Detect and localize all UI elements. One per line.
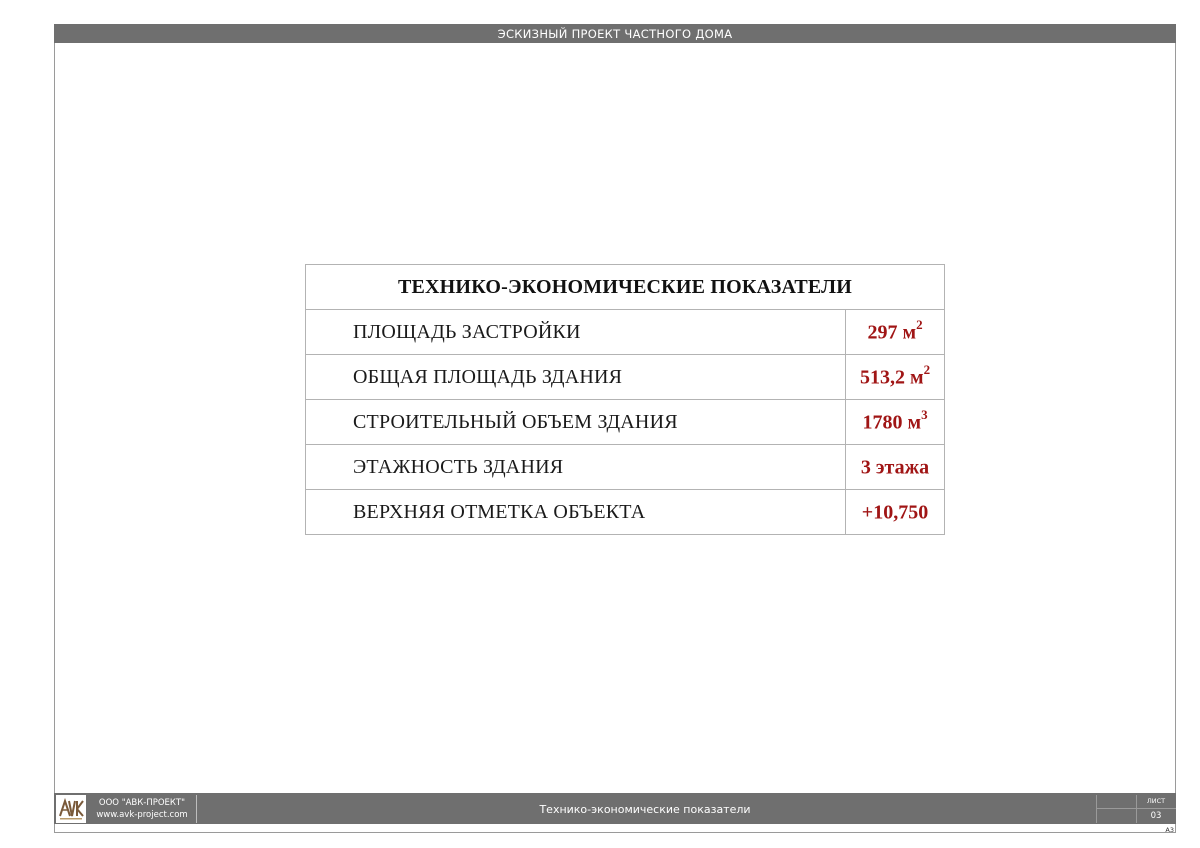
table-row bbox=[306, 400, 945, 445]
indicator-label: СТРОИТЕЛЬНЫЙ ОБЪЕМ ЗДАНИЯ bbox=[306, 400, 846, 445]
paper-format: А3 bbox=[1165, 826, 1174, 834]
table-row bbox=[306, 490, 945, 535]
company-name: ООО "АВК-ПРОЕКТ" bbox=[98, 798, 186, 808]
company-info bbox=[88, 795, 197, 823]
table-title-row bbox=[306, 265, 945, 310]
table-row bbox=[306, 355, 945, 400]
technical-indicators-table bbox=[305, 264, 945, 535]
indicator-value: 513,2 $м^2$ bbox=[846, 355, 945, 400]
stamp-cell bbox=[1096, 795, 1137, 823]
indicator-label: ПЛОЩАДЬ ЗАСТРОЙКИ bbox=[306, 310, 846, 355]
indicator-value: 1780 $м^3$ bbox=[846, 400, 945, 445]
indicator-label: ЭТАЖНОСТЬ ЗДАНИЯ bbox=[306, 445, 846, 490]
indicator-label: ВЕРХНЯЯ ОТМЕТКА ОБЪЕКТА bbox=[306, 490, 846, 535]
sheet-label: ЛИСТ bbox=[1146, 797, 1166, 805]
indicator-value: 3 этажа bbox=[846, 445, 945, 490]
sheet-number: 03 bbox=[1150, 811, 1162, 821]
drawing-title: Технико-экономические показатели bbox=[539, 802, 751, 816]
indicator-value: +10,750 bbox=[846, 490, 945, 535]
table-title: ТЕХНИКО-ЭКОНОМИЧЕСКИЕ ПОКАЗАТЕЛИ bbox=[306, 265, 945, 310]
company-logo bbox=[56, 795, 86, 823]
header-bar bbox=[54, 24, 1176, 43]
table-row bbox=[306, 310, 945, 355]
avk-logo-icon bbox=[58, 797, 84, 821]
unit-power: 2 bbox=[916, 317, 923, 333]
unit-power: 3 bbox=[921, 407, 928, 423]
indicator-value: 297 $м^2$ bbox=[846, 310, 945, 355]
indicator-label: ОБЩАЯ ПЛОЩАДЬ ЗДАНИЯ bbox=[306, 355, 846, 400]
unit-power: 2 bbox=[923, 362, 931, 378]
project-title: ЭСКИЗНЫЙ ПРОЕКТ ЧАСТНОГО ДОМА bbox=[497, 26, 733, 41]
company-website[interactable]: www.avk-project.com bbox=[96, 810, 188, 820]
table-row bbox=[306, 445, 945, 490]
